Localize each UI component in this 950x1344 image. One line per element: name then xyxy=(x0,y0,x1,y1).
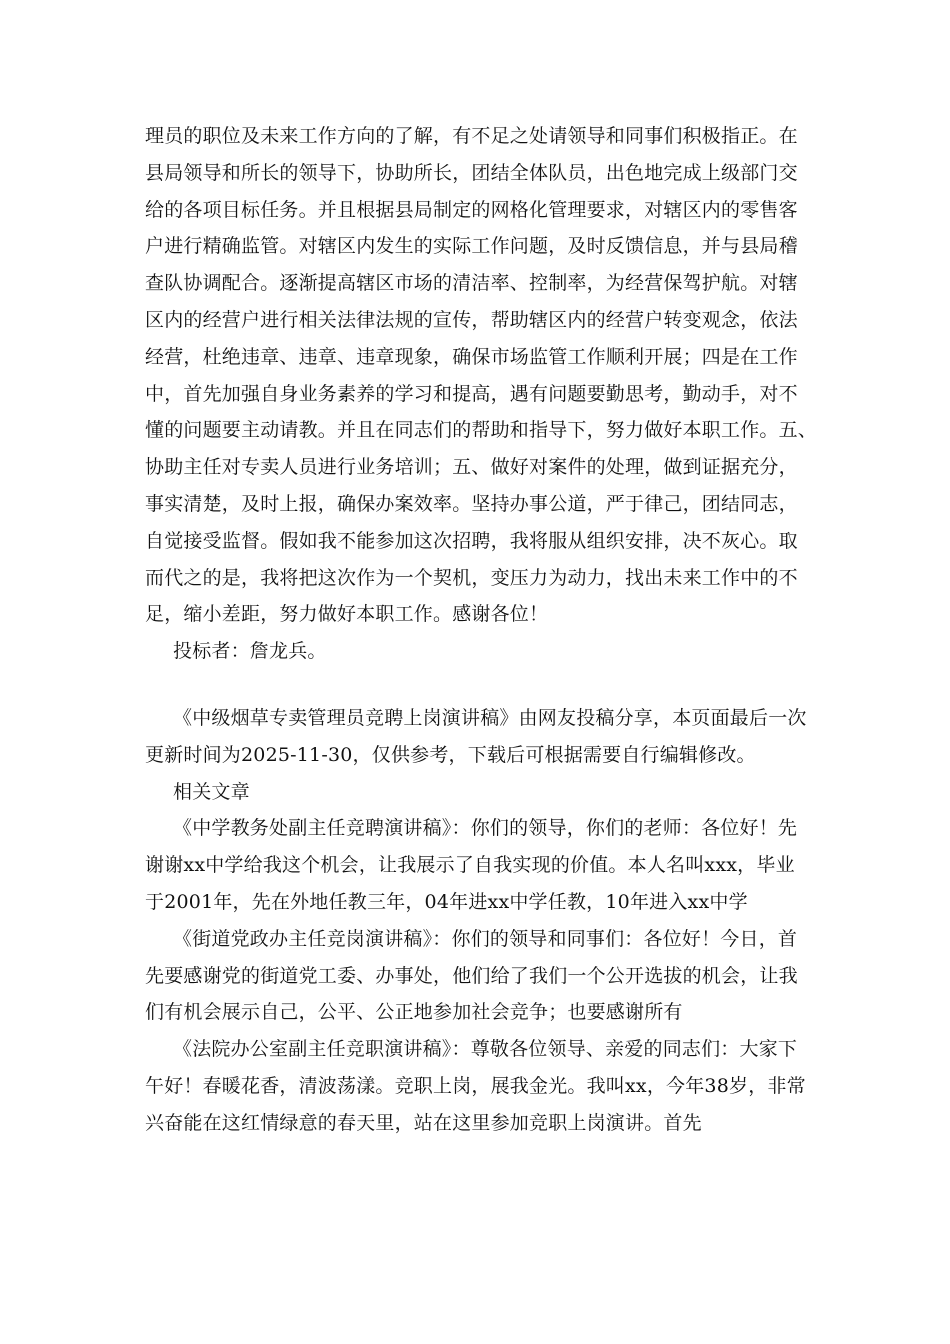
article-line: 给的各项目标任务。并且根据县局制定的网格化管理要求，对辖区内的零售客 xyxy=(145,198,798,221)
article-line: 中，首先加强自身业务素养的学习和提高，遇有问题要勤思考，勤动手，对不 xyxy=(145,382,798,405)
related-item-line: 《街道党政办主任竞岗演讲稿》：你们的领导和同事们：各位好！今日，首 xyxy=(173,927,798,950)
related-item-line: 午好！春暖花香，清波荡漾。竞职上岗，展我金光。我叫xx，今年38岁，非常 xyxy=(145,1074,806,1097)
article-line: 自觉接受监督。假如我不能参加这次招聘，我将服从组织安排，决不灰心。取 xyxy=(145,529,798,552)
section-gap xyxy=(145,670,810,700)
related-item-line: 于2001年，先在外地任教三年，04年进xx中学任教，10年进入xx中学 xyxy=(145,890,748,913)
related-heading: 相关文章 xyxy=(173,780,250,803)
related-item[interactable] xyxy=(145,810,810,920)
article-line: 懂的问题要主动请教。并且在同志们的帮助和指导下，努力做好本职工作。五、 xyxy=(145,419,818,442)
article-line: 事实清楚，及时上报，确保办案效率。坚持办事公道，严于律己，团结同志， xyxy=(145,492,798,515)
article-line: 户进行精确监管。对辖区内发生的实际工作问题，及时反馈信息，并与县局稽 xyxy=(145,235,798,258)
article-body xyxy=(145,118,818,670)
article-line: 县局领导和所长的领导下，协助所长，团结全体队员，出色地完成上级部门交 xyxy=(145,161,798,184)
article-line: 经营，杜绝违章、违章、违章现象，确保市场监管工作顺利开展；四是在工作 xyxy=(145,345,798,368)
related-item-line: 兴奋能在这红情绿意的春天里，站在这里参加竞职上岗演讲。首先 xyxy=(145,1111,702,1134)
article-line: 理员的职位及未来工作方向的了解，有不足之处请领导和同事们积极指正。在 xyxy=(145,125,798,147)
article-line: 而代之的是，我将把这次作为一个契机，变压力为动力，找出未来工作中的不 xyxy=(145,566,798,589)
related-item-line: 们有机会展示自己，公平、公正地参加社会竞争；也要感谢所有 xyxy=(145,1001,683,1024)
notice-line: 《中级烟草专卖管理员竞聘上岗演讲稿》由网友投稿分享，本页面最后一次 xyxy=(173,706,807,729)
article-line: 区内的经营户进行相关法律法规的宣传，帮助辖区内的经营户转变观念，依法 xyxy=(145,308,798,331)
notice-line: 更新时间为2025-11-30，仅供参考，下载后可根据需要自行编辑修改。 xyxy=(145,743,756,766)
text-column xyxy=(145,118,818,1142)
author-line: 投标者：詹龙兵。 xyxy=(173,640,327,663)
article-line: 协助主任对专卖人员进行业务培训；五、做好对案件的处理，做到证据充分， xyxy=(145,456,798,479)
related-item[interactable] xyxy=(145,1031,810,1141)
related-articles xyxy=(145,774,810,1142)
related-item-line: 谢谢xx中学给我这个机会，让我展示了自我实现的价值。本人名叫xxx，毕业 xyxy=(145,854,795,877)
article-line: 足，缩小差距，努力做好本职工作。感谢各位！ xyxy=(145,603,549,626)
article-line: 查队协调配合。逐渐提高辖区市场的清洁率、控制率，为经营保驾护航。对辖 xyxy=(145,272,798,295)
related-item[interactable] xyxy=(145,921,810,1031)
update-notice xyxy=(145,700,810,774)
related-item-line: 《中学教务处副主任竞聘演讲稿》：你们的领导，你们的老师：各位好！先 xyxy=(173,817,798,840)
related-item-line: 《法院办公室副主任竞职演讲稿》：尊敬各位领导、亲爱的同志们：大家下 xyxy=(173,1038,798,1061)
related-item-line: 先要感谢党的街道党工委、办事处，他们给了我们一个公开选拔的机会，让我 xyxy=(145,964,798,987)
